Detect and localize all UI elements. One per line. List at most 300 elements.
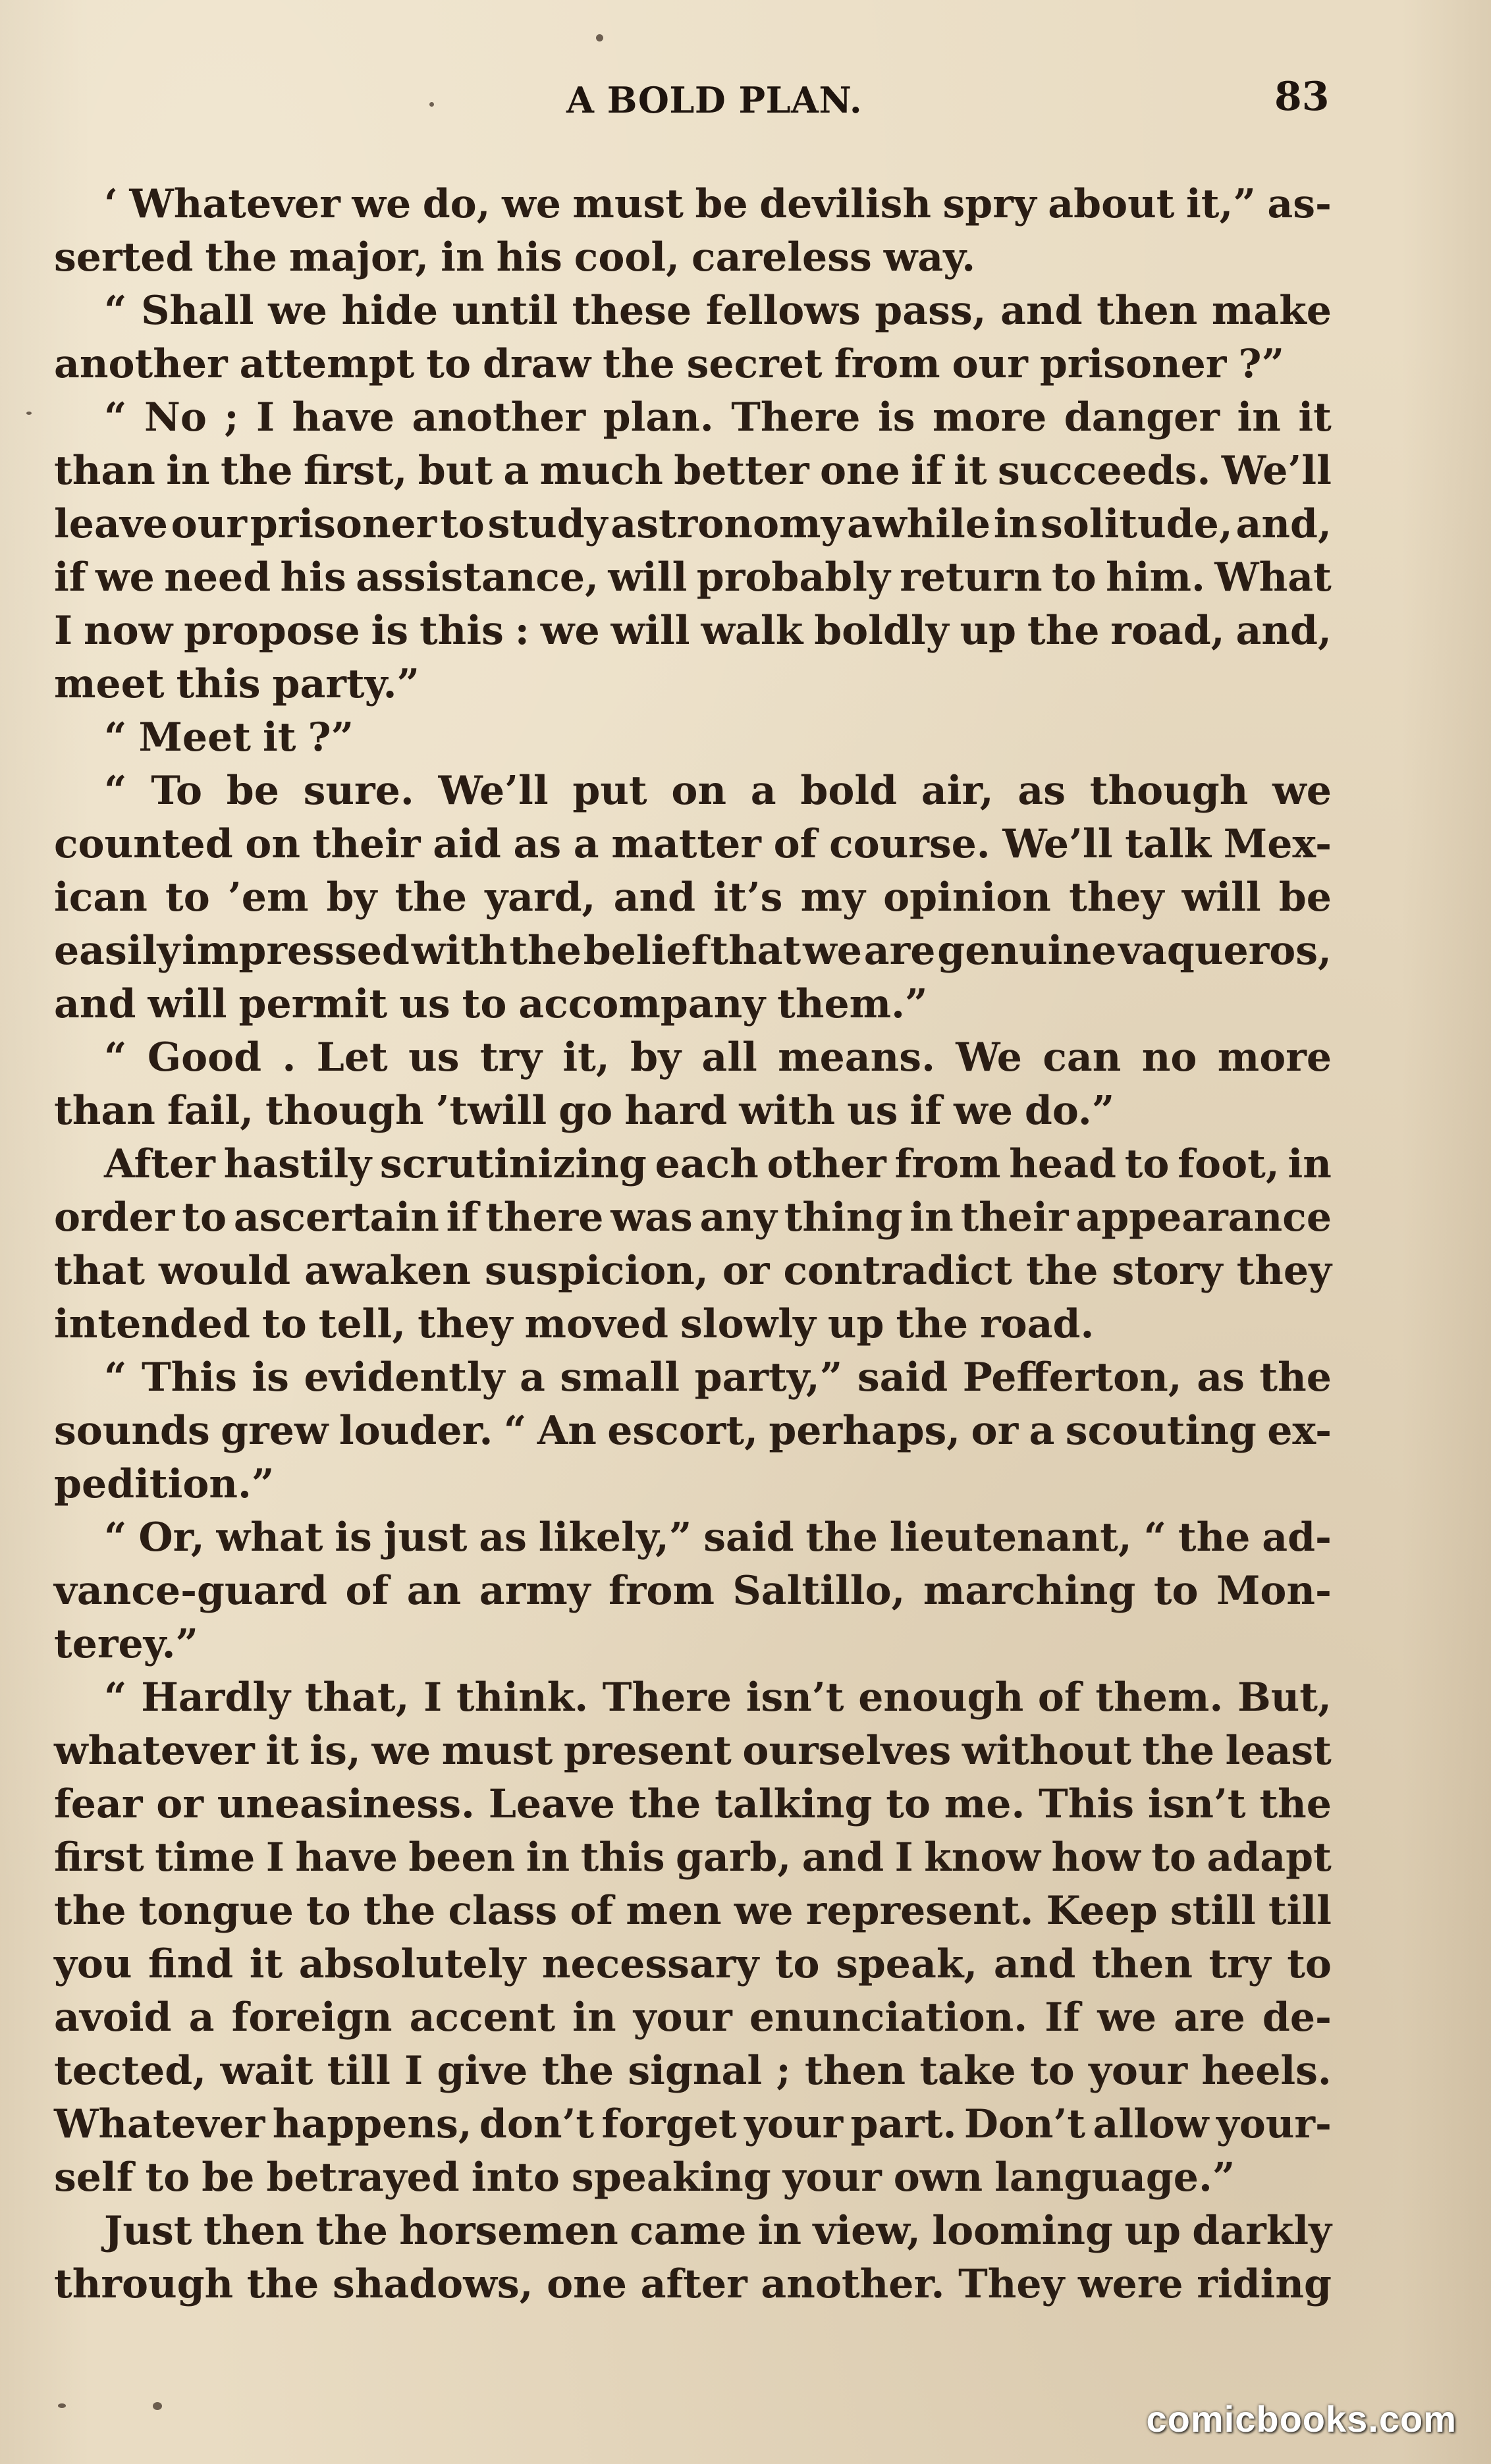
word: though xyxy=(1089,768,1249,814)
word: just xyxy=(383,1514,468,1561)
word: They xyxy=(958,2261,1065,2307)
word: them.” xyxy=(777,981,928,1027)
word: take xyxy=(919,2048,1016,2094)
word: this xyxy=(419,608,504,654)
word: perhaps, xyxy=(769,1408,961,1454)
word: from xyxy=(894,1141,1001,1187)
word: a xyxy=(503,448,529,494)
word: any xyxy=(699,1194,777,1241)
word: uneasiness. xyxy=(217,1781,475,1827)
word: forget xyxy=(601,2101,737,2147)
text-line xyxy=(54,1778,1332,1831)
text-line xyxy=(54,551,1332,604)
word: “ xyxy=(104,1514,127,1561)
word: small xyxy=(560,1354,680,1401)
word: or xyxy=(156,1781,203,1827)
word: I xyxy=(894,1835,913,1881)
word: in xyxy=(441,234,485,281)
word: “ xyxy=(104,1034,127,1081)
word: it, xyxy=(562,1034,610,1081)
word: to xyxy=(1151,1835,1196,1881)
word: all xyxy=(701,1034,757,1081)
word: the xyxy=(541,2048,614,2094)
word: can xyxy=(1043,1034,1122,1081)
word: scouting xyxy=(1065,1408,1257,1454)
word: and xyxy=(801,1835,884,1881)
ink-speck xyxy=(26,412,32,415)
word: our xyxy=(952,341,1028,387)
text-line xyxy=(54,1511,1332,1565)
word: the xyxy=(1142,1728,1214,1774)
word: it xyxy=(263,714,296,761)
word: necessary xyxy=(541,1941,759,1987)
word: part. xyxy=(850,2101,957,2147)
word: a xyxy=(519,1354,545,1401)
word: in xyxy=(1288,1141,1332,1187)
word: We’ll xyxy=(1221,448,1332,494)
word: or xyxy=(971,1408,1019,1454)
word: the xyxy=(1259,1781,1332,1827)
word: to xyxy=(306,1888,351,1934)
word: party,” xyxy=(694,1354,843,1401)
word: louder. xyxy=(339,1408,493,1454)
word: we xyxy=(371,1728,431,1774)
word: to xyxy=(1287,1941,1332,1987)
word: be xyxy=(202,2155,255,2201)
word: think. xyxy=(456,1674,589,1721)
word: After xyxy=(104,1141,215,1187)
word: first xyxy=(54,1835,144,1881)
word: if xyxy=(54,554,86,601)
text-line xyxy=(54,231,1332,284)
word: we xyxy=(502,181,561,227)
text-line xyxy=(54,1298,1332,1351)
word: belief xyxy=(583,928,709,974)
word: is xyxy=(252,1354,289,1401)
word: Keep xyxy=(1046,1888,1158,1934)
text-line xyxy=(54,391,1332,444)
word: then xyxy=(1091,1941,1193,1987)
word: permit xyxy=(238,981,388,1027)
word: in xyxy=(526,1835,570,1881)
word: up xyxy=(827,1301,884,1347)
word: sounds xyxy=(54,1408,210,1454)
word: walk xyxy=(701,608,803,654)
word: in xyxy=(166,448,210,494)
body-text xyxy=(54,178,1332,2311)
word: we xyxy=(95,554,155,601)
word: you xyxy=(54,1941,132,1987)
text-line xyxy=(54,338,1332,391)
word: Don’t xyxy=(963,2101,1086,2147)
word: a xyxy=(750,768,776,814)
word: least xyxy=(1225,1728,1332,1774)
word: go xyxy=(558,1088,613,1134)
word: head xyxy=(1009,1141,1116,1187)
word: no xyxy=(1141,1034,1197,1081)
word: vance-guard xyxy=(54,1568,327,1614)
word: party.” xyxy=(272,661,420,707)
word: devilish xyxy=(759,181,931,227)
word: to xyxy=(774,1941,820,1987)
word: ?” xyxy=(1238,341,1285,387)
word: ad- xyxy=(1262,1514,1332,1561)
word: the xyxy=(603,341,675,387)
word: a xyxy=(573,821,599,867)
word: leave xyxy=(54,501,168,547)
word: opinion xyxy=(883,874,1051,921)
word: serted xyxy=(54,234,194,281)
word: as xyxy=(513,821,562,867)
running-head: A BOLD PLAN. xyxy=(566,79,863,121)
word: as- xyxy=(1267,181,1332,227)
word: awaken xyxy=(304,1248,471,1294)
word: as xyxy=(1197,1354,1245,1401)
text-line xyxy=(54,711,1332,764)
word: avoid xyxy=(54,1995,172,2041)
word: major, xyxy=(288,234,429,281)
word: genuine xyxy=(937,928,1117,974)
word: with xyxy=(411,928,508,974)
word: accompany xyxy=(518,981,766,1027)
text-line xyxy=(54,1938,1332,1991)
text-line xyxy=(54,1458,1332,1511)
word: road. xyxy=(980,1301,1095,1347)
word: present xyxy=(563,1728,732,1774)
word: boldly xyxy=(814,608,949,654)
word: the xyxy=(1027,608,1100,654)
text-line xyxy=(54,1191,1332,1245)
word: to xyxy=(886,1781,931,1827)
word: will xyxy=(610,608,690,654)
word: if xyxy=(446,1194,479,1241)
word: from xyxy=(609,1568,715,1614)
word: do, xyxy=(422,181,491,227)
word: but xyxy=(418,448,493,494)
word: make xyxy=(1211,288,1332,334)
word: to xyxy=(1029,2048,1075,2094)
word: Good xyxy=(147,1034,262,1081)
word: army xyxy=(479,1568,591,1614)
word: the xyxy=(805,1514,878,1561)
word: I xyxy=(423,1674,443,1721)
word: Whatever xyxy=(129,181,340,227)
word: us xyxy=(399,981,450,1027)
ink-speck xyxy=(58,2403,66,2408)
word: hastily xyxy=(223,1141,372,1187)
word: is xyxy=(371,608,409,654)
text-line xyxy=(54,1031,1332,1085)
word: There xyxy=(602,1674,732,1721)
word: him. xyxy=(1106,554,1205,601)
word: try xyxy=(479,1034,543,1081)
word: pass, xyxy=(875,288,987,334)
word: will xyxy=(608,554,688,601)
text-line xyxy=(54,658,1332,711)
word: foot, xyxy=(1178,1141,1280,1187)
word: “ xyxy=(104,714,127,761)
word: were xyxy=(1078,2261,1183,2307)
word: course. xyxy=(829,821,990,867)
word: allow xyxy=(1093,2101,1209,2147)
word: slowly xyxy=(680,1301,816,1347)
text-line xyxy=(54,2205,1332,2258)
word: ?” xyxy=(308,714,354,761)
text-line xyxy=(54,1885,1332,1938)
word: it xyxy=(249,1941,283,1987)
word: story xyxy=(1112,1248,1223,1294)
word: than xyxy=(54,1088,155,1134)
word: tongue xyxy=(138,1888,294,1934)
word: know xyxy=(924,1835,1041,1881)
word: of xyxy=(570,1888,614,1934)
word: “ xyxy=(503,1408,527,1454)
word: moved xyxy=(524,1301,668,1347)
word: scrutinizing xyxy=(379,1141,647,1187)
word: must xyxy=(572,181,684,227)
word: their xyxy=(960,1194,1069,1241)
word: ; xyxy=(776,2048,791,2094)
word: about xyxy=(1048,181,1175,227)
word: ; xyxy=(224,394,239,441)
word: from xyxy=(834,341,940,387)
text-line xyxy=(54,178,1332,231)
word: evidently xyxy=(304,1354,505,1401)
word: one xyxy=(547,2261,627,2307)
word: each xyxy=(655,1141,759,1187)
text-line xyxy=(54,978,1332,1031)
word: But, xyxy=(1237,1674,1332,1721)
word: to xyxy=(462,981,507,1027)
text-line xyxy=(54,1138,1332,1191)
word: If xyxy=(1044,1995,1081,2041)
word: isn’t xyxy=(1147,1781,1246,1827)
word: is xyxy=(877,394,915,441)
word: of xyxy=(773,821,817,867)
word: the xyxy=(896,1301,968,1347)
word: the xyxy=(54,1888,126,1934)
word: Meet xyxy=(138,714,251,761)
word: thing xyxy=(784,1194,903,1241)
word: An xyxy=(537,1408,597,1454)
word: another. xyxy=(761,2261,945,2307)
word: as xyxy=(1017,768,1066,814)
word: whatever xyxy=(54,1728,255,1774)
word: class xyxy=(448,1888,558,1934)
word: astronomy xyxy=(610,501,844,547)
word: signal xyxy=(628,2048,763,2094)
word: an xyxy=(406,1568,462,1614)
word: much xyxy=(539,448,663,494)
word: suspicion, xyxy=(484,1248,709,1294)
word: spry xyxy=(942,181,1037,227)
word: ‘ xyxy=(104,181,118,227)
ink-speck xyxy=(153,2402,162,2410)
word: they xyxy=(1069,874,1164,921)
word: by xyxy=(630,1034,681,1081)
word: No xyxy=(144,394,207,441)
word: be xyxy=(695,181,748,227)
word: we xyxy=(734,1888,794,1934)
word: what xyxy=(216,1514,323,1561)
word: marching xyxy=(923,1568,1136,1614)
word: To xyxy=(151,768,203,814)
word: find xyxy=(148,1941,234,1987)
word: still xyxy=(1170,1888,1256,1934)
word: . xyxy=(282,1034,296,1081)
word: until xyxy=(452,288,558,334)
word: language.” xyxy=(994,2155,1235,2201)
word: ex- xyxy=(1267,1408,1332,1454)
word: prisoner xyxy=(1039,341,1227,387)
text-line xyxy=(54,2098,1332,2151)
word: we xyxy=(1097,1995,1157,2041)
word: prisoner xyxy=(250,501,437,547)
word: be xyxy=(226,768,279,814)
word: through xyxy=(54,2261,234,2307)
word: to xyxy=(426,341,472,387)
word: solitude, xyxy=(1041,501,1233,547)
word: “ xyxy=(104,394,127,441)
word: the xyxy=(394,874,468,921)
word: another xyxy=(412,394,586,441)
word: how xyxy=(1051,1835,1141,1881)
word: better xyxy=(674,448,809,494)
word: your- xyxy=(1216,2101,1332,2147)
word: these xyxy=(572,288,692,334)
word: easily xyxy=(54,928,180,974)
word: that, xyxy=(304,1674,410,1721)
word: careless xyxy=(691,234,872,281)
word: other xyxy=(767,1141,886,1187)
word: the xyxy=(628,1781,701,1827)
word: we xyxy=(803,928,862,974)
word: us xyxy=(847,1088,898,1134)
word: to xyxy=(1153,1568,1199,1614)
word: we xyxy=(540,608,600,654)
word: in xyxy=(993,501,1038,547)
word: it xyxy=(1298,394,1332,441)
word: it’s xyxy=(713,874,783,921)
word: the xyxy=(363,1888,436,1934)
word: more xyxy=(1217,1034,1332,1081)
word: to xyxy=(145,2155,190,2201)
word: then xyxy=(1097,288,1198,334)
word: they xyxy=(1236,1248,1332,1294)
word: pedition.” xyxy=(54,1461,275,1507)
text-line xyxy=(54,818,1332,871)
word: the xyxy=(1259,1354,1332,1401)
word: I xyxy=(404,2048,423,2094)
word: must xyxy=(441,1728,553,1774)
word: probably xyxy=(696,554,890,601)
word: my xyxy=(800,874,865,921)
word: would xyxy=(159,1248,291,1294)
word: wait xyxy=(220,2048,313,2094)
word: foreign xyxy=(231,1995,393,2041)
text-line xyxy=(54,1991,1332,2045)
word: that xyxy=(54,1248,145,1294)
word: are xyxy=(1174,1995,1245,2041)
word: talking xyxy=(715,1781,873,1827)
word: and xyxy=(613,874,696,921)
word: your xyxy=(633,1995,732,2041)
text-line xyxy=(54,924,1332,978)
word: though xyxy=(265,1088,424,1134)
word: was xyxy=(610,1194,693,1241)
word: awhile xyxy=(847,501,991,547)
word: on xyxy=(245,821,300,867)
word: and, xyxy=(1235,608,1332,654)
word: study xyxy=(487,501,608,547)
word: till xyxy=(1268,1888,1332,1934)
word: cool, xyxy=(574,234,680,281)
word: your xyxy=(744,2101,844,2147)
word: “ xyxy=(104,288,127,334)
word: way. xyxy=(883,234,976,281)
word: your xyxy=(782,2155,882,2201)
word: appearance xyxy=(1075,1194,1332,1241)
word: intended xyxy=(54,1301,251,1347)
word: this xyxy=(176,661,261,707)
word: sure. xyxy=(303,768,414,814)
watermark: comicbooks.com xyxy=(1146,2398,1457,2440)
text-line xyxy=(54,1618,1332,1671)
text-line xyxy=(54,1085,1332,1138)
text-line xyxy=(54,2045,1332,2098)
word: it xyxy=(954,448,987,494)
word: without xyxy=(962,1728,1131,1774)
word: plan. xyxy=(603,394,714,441)
word: We’ll xyxy=(1002,821,1113,867)
word: tected, xyxy=(54,2048,207,2094)
word: to xyxy=(182,1194,227,1241)
word: have xyxy=(295,1835,398,1881)
word: Shall xyxy=(141,288,254,334)
word: it xyxy=(265,1728,299,1774)
word: to xyxy=(165,874,210,921)
word: heels. xyxy=(1201,2048,1332,2094)
word: in xyxy=(1237,394,1281,441)
word: order xyxy=(54,1194,175,1241)
word: I xyxy=(265,1835,285,1881)
word: shadows, xyxy=(332,2261,533,2307)
word: tell, xyxy=(318,1301,406,1347)
word: will xyxy=(1181,874,1261,921)
word: de- xyxy=(1262,1995,1332,2041)
word: in xyxy=(572,1995,616,2041)
word: your xyxy=(1088,2048,1188,2094)
word: danger xyxy=(1064,394,1220,441)
word: attempt xyxy=(239,341,415,387)
word: bold xyxy=(800,768,898,814)
word: absolutely xyxy=(298,1941,526,1987)
word: in xyxy=(909,1194,954,1241)
word: represent. xyxy=(805,1888,1034,1934)
text-line xyxy=(54,2258,1332,2311)
word: looming xyxy=(932,2208,1113,2254)
word: meet xyxy=(54,661,165,707)
word: fellows xyxy=(705,288,861,334)
text-line xyxy=(54,1565,1332,1618)
word: try xyxy=(1208,1941,1271,1987)
word: “ xyxy=(104,1674,127,1721)
word: we xyxy=(352,181,412,227)
word: me. xyxy=(944,1781,1025,1827)
word: Just xyxy=(104,2208,192,2254)
word: in xyxy=(757,2208,802,2254)
word: road, xyxy=(1110,608,1225,654)
